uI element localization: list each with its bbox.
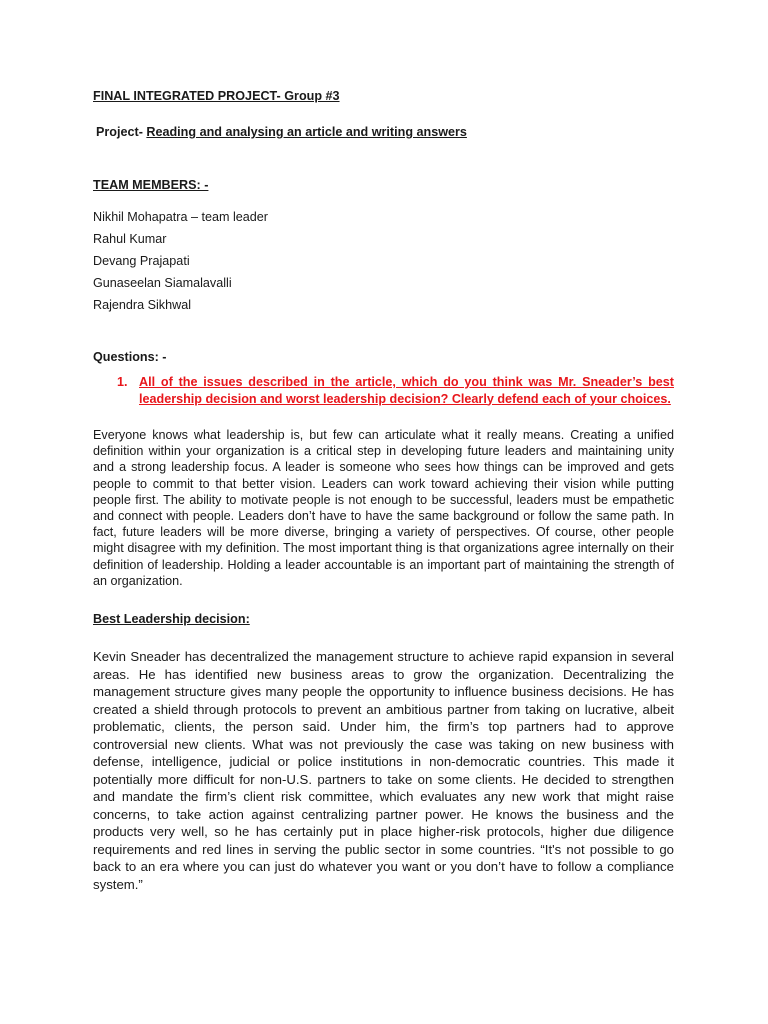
team-members-heading: TEAM MEMBERS: - bbox=[93, 178, 209, 192]
project-prefix: Project- bbox=[96, 125, 147, 139]
team-member-2: Rahul Kumar bbox=[93, 232, 167, 246]
questions-heading: Questions: - bbox=[93, 350, 167, 364]
team-member-1: Nikhil Mohapatra – team leader bbox=[93, 210, 269, 224]
paragraph-leadership-definition: Everyone knows what leadership is, but few can articulate what it really means. Creating a unified definition within your organization is a critical step in developing future leaders and maintaining unity and a strong leadership focus. A leader is someone who sees how things can be improved and gets people to commit to that better vision. Leaders can work toward achieving their vision while putting people first. The ability to motivate people is not enough to be successful, leaders must be empathetic and connect with people. Leaders don’t have to have the same background or follow the same path. In fact, future leaders will be more diverse, bringing a variety of perspectives. Of course, other people might disagree with my definition. The most important thing is that organizations agree internally on their definition of leadership. Holding a leader accountable is an important part of maintaining the strength of an organization. bbox=[93, 428, 674, 588]
best-decision-heading: Best Leadership decision: bbox=[93, 612, 250, 626]
project-line bbox=[96, 124, 467, 140]
document-page bbox=[93, 0, 674, 1024]
team-member-4: Gunaseelan Siamalavalli bbox=[93, 276, 232, 290]
question-1-number: 1. bbox=[117, 375, 128, 389]
question-1-text: All of the issues described in the article, which do you think was Mr. Sneader’s best leadership decision and worst leadership decision? Clearly defend each of your choices. bbox=[139, 375, 674, 406]
document-title: FINAL INTEGRATED PROJECT- Group #3 bbox=[93, 89, 340, 103]
paragraph-best-decision: Kevin Sneader has decentralized the management structure to achieve rapid expansion in several areas. He has identified new business areas to grow the organization. Decentralizing the management structure gives many people the opportunity to influence business decisions. He has created a shield through protocols to prevent an ambitious partner from taking on lucrative, albeit problematic, clients, the person said. Under him, the firm’s top partners had to approve controversial new clients. What was not previously the case was taking on new business with defense, intelligence, judicial or police institutions in non-democratic countries. This made it potentially more difficult for non-U.S. partners to take on some clients. He decided to strengthen and mandate the firm’s client risk committee, which evaluates any new work that might raise concerns, to take action against centralizing partner power. He knows the business and the products very well, so he has certainly put in place higher-risk protocols, higher due diligence requirements and red lines in serving the public sector in some countries. “It's not possible to go back to an era where you can just do whatever you want or you don’t have to follow a compliance system.” bbox=[93, 649, 674, 892]
team-member-3: Devang Prajapati bbox=[93, 254, 190, 268]
team-member-5: Rajendra Sikhwal bbox=[93, 298, 192, 312]
project-title: Reading and analysing an article and writing answers bbox=[146, 125, 467, 139]
